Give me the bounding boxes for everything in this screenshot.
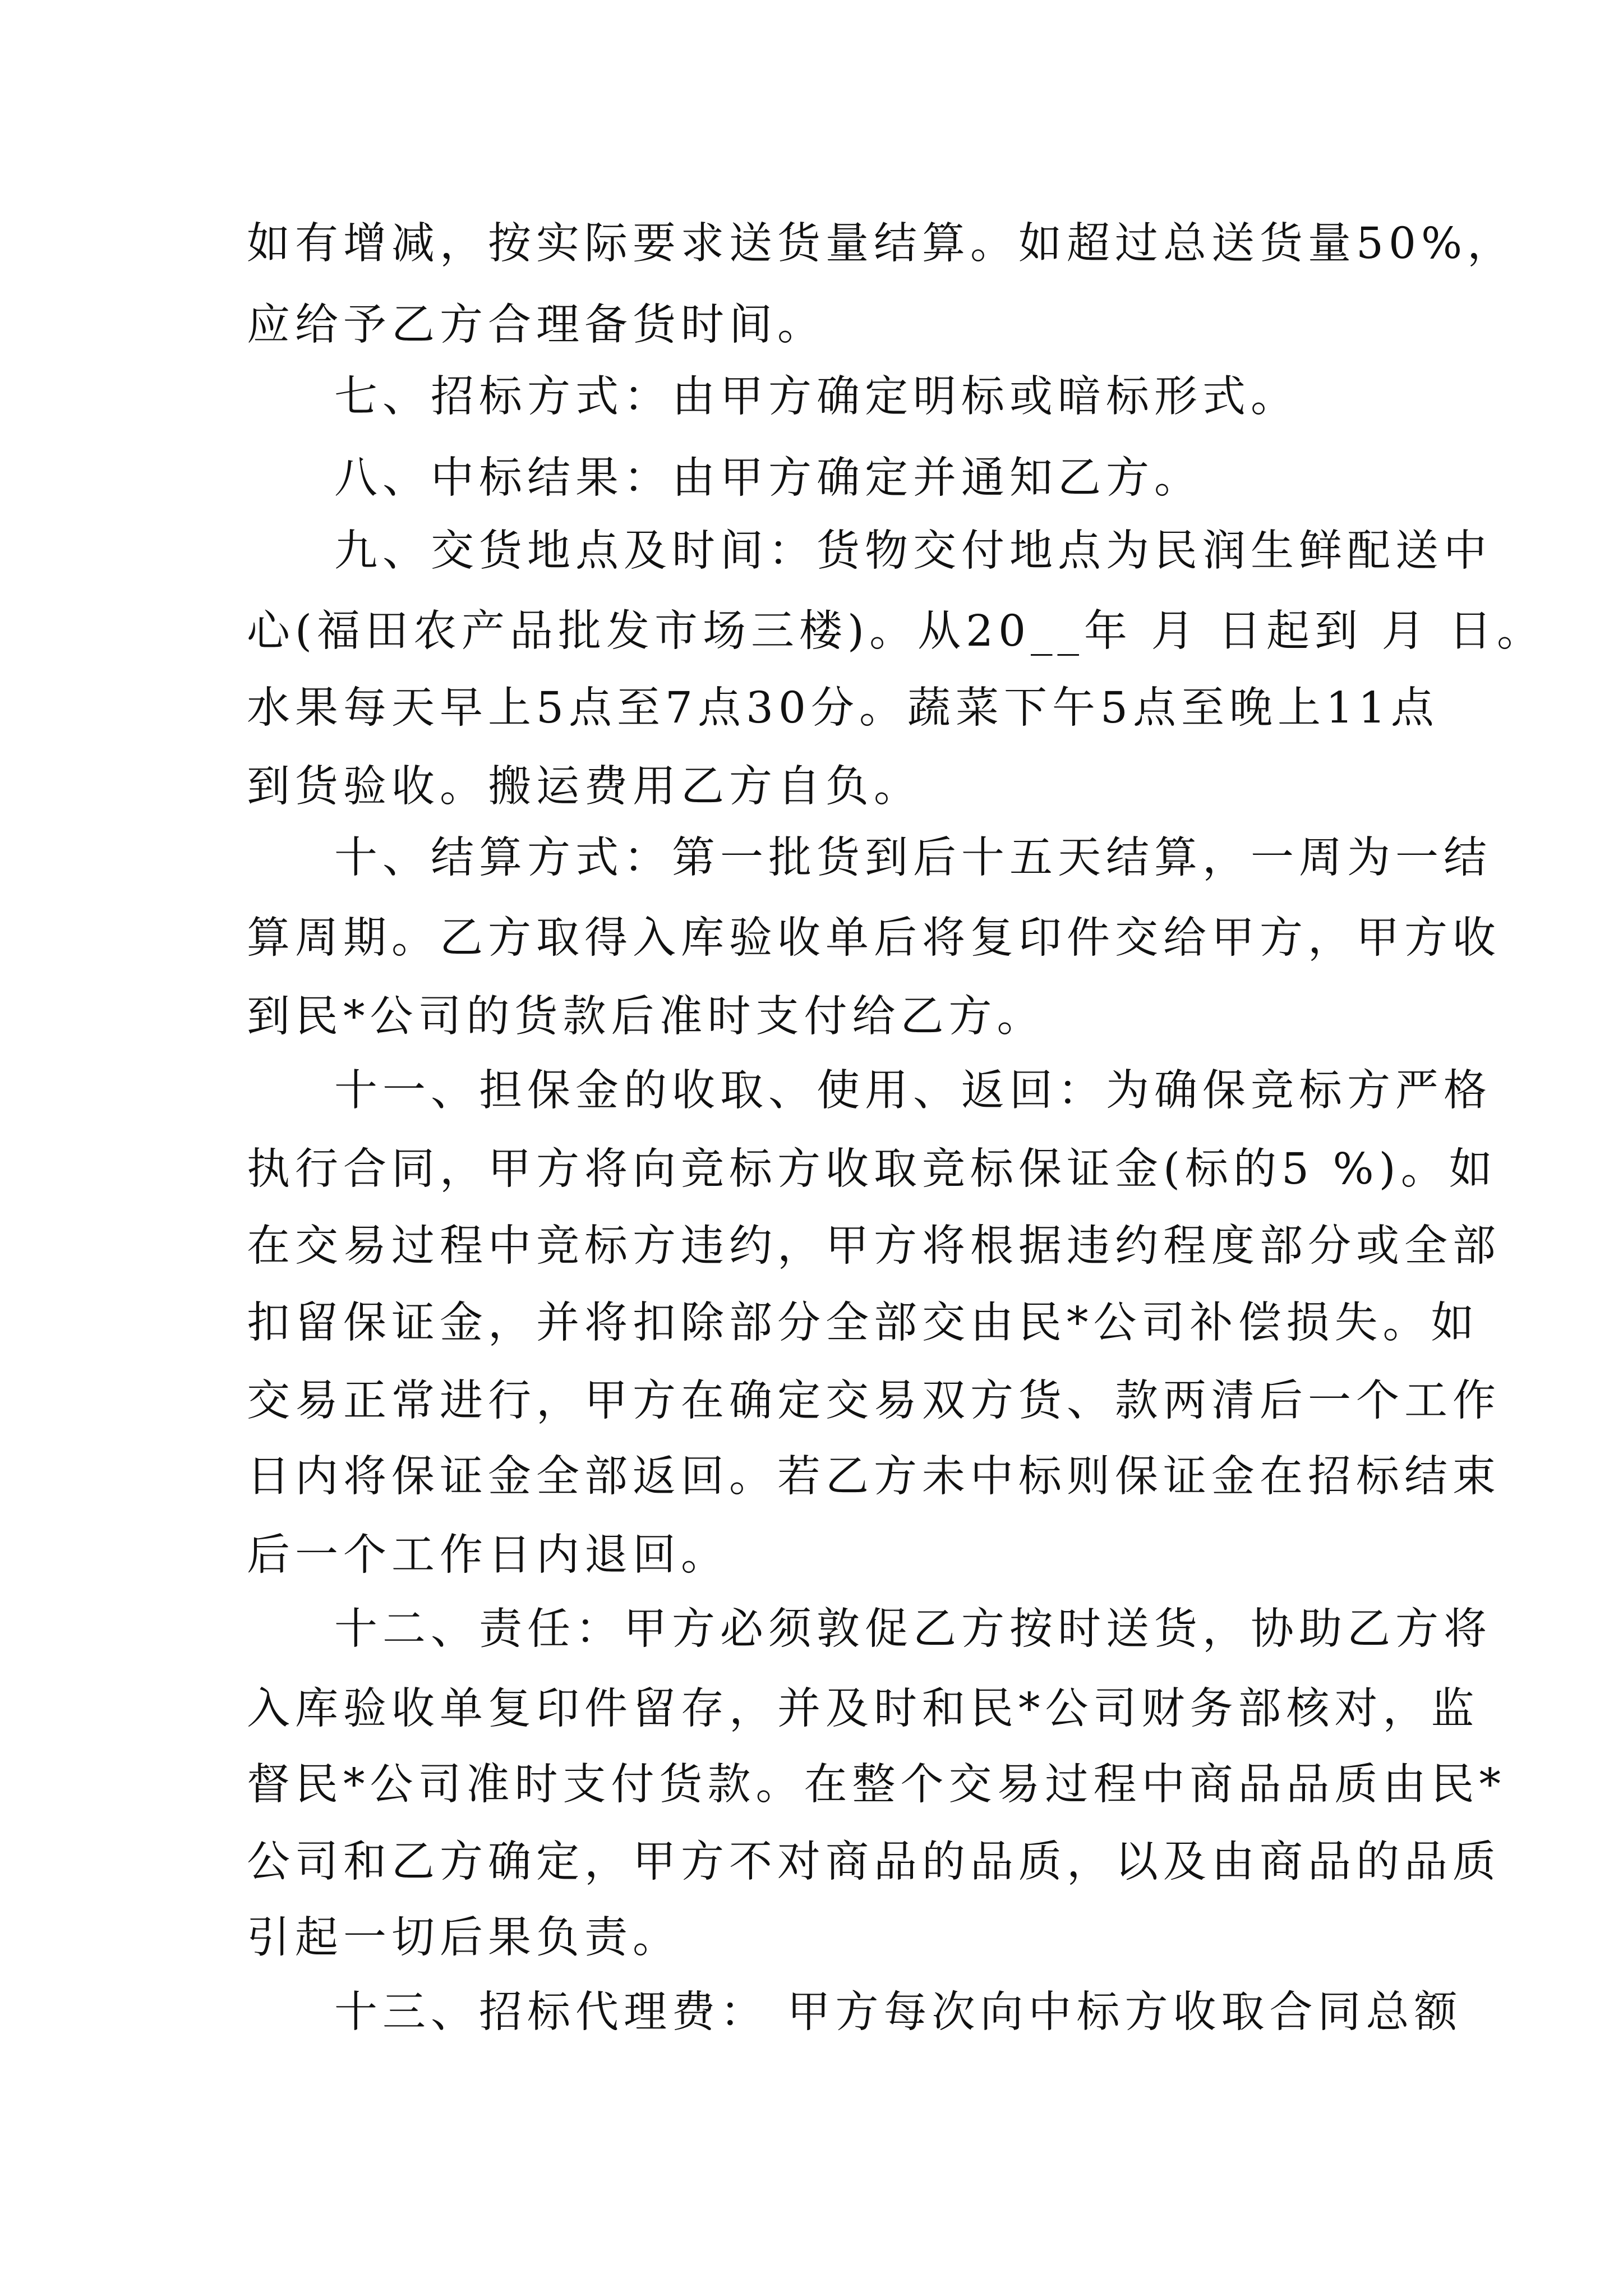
- text-line: 十二、责任：甲方必须敦促乙方按时送货，协助乙方将: [334, 1604, 1492, 1654]
- text-line: 执行合同，甲方将向竞标方收取竞标保证金(标的5 %)。如: [247, 1144, 1497, 1194]
- text-line: 入库验收单复印件留存，并及时和民*公司财务部核对，监: [247, 1684, 1479, 1734]
- text-line: 十一、担保金的收取、使用、返回：为确保竞标方严格: [334, 1066, 1492, 1116]
- text-line: 十三、招标代理费： 甲方每次向中标方收取合同总额: [334, 1987, 1463, 2037]
- text-line: 算周期。乙方取得入库验收单后将复印件交给甲方，甲方收: [247, 913, 1501, 963]
- text-line: 如有增减，按实际要求送货量结算。如超过总送货量50%，: [247, 219, 1516, 269]
- text-line: 督民*公司准时支付货款。在整个交易过程中商品品质由民*: [247, 1760, 1506, 1810]
- text-line: 在交易过程中竞标方违约，甲方将根据违约程度部分或全部: [247, 1221, 1501, 1271]
- text-line: 引起一切后果负责。: [247, 1913, 681, 1963]
- text-line: 八、中标结果：由甲方确定并通知乙方。: [334, 453, 1202, 503]
- text-line: 七、招标方式：由甲方确定明标或暗标形式。: [334, 372, 1299, 422]
- text-line: 后一个工作日内退回。: [247, 1530, 729, 1580]
- text-line: 扣留保证金，并将扣除部分全部交由民*公司补偿损失。如: [247, 1298, 1479, 1348]
- text-line: 日内将保证金全部返回。若乙方未中标则保证金在招标结束: [247, 1452, 1501, 1502]
- text-line: 到民*公司的货款后准时支付给乙方。: [247, 992, 1045, 1042]
- text-line: 交易正常进行，甲方在确定交易双方货、款两清后一个工作: [247, 1376, 1501, 1426]
- text-line: 十、结算方式：第一批货到后十五天结算，一周为一结: [334, 833, 1492, 883]
- text-line: 水果每天早上5点至7点30分。蔬菜下午5点至晚上11点: [247, 683, 1439, 733]
- text-line: 公司和乙方确定，甲方不对商品的品质，以及由商品的品质: [247, 1837, 1501, 1887]
- text-line: 九、交货地点及时间：货物交付地点为民润生鲜配送中: [334, 526, 1492, 576]
- text-line: 到货验收。搬运费用乙方自负。: [247, 762, 922, 812]
- text-line: 应给予乙方合理备货时间。: [247, 300, 826, 350]
- text-line: 心(福田农产品批发市场三楼)。从20__年 月 日起到 月 日。: [247, 606, 1545, 656]
